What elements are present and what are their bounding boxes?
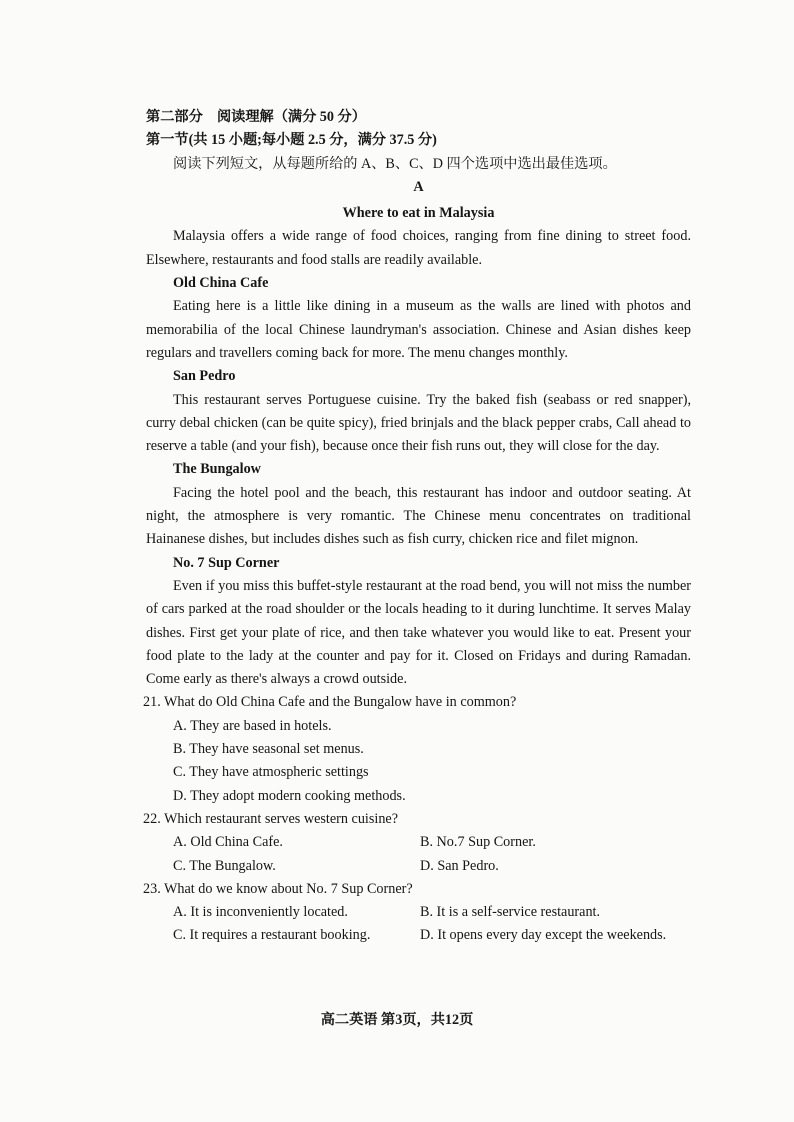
question-23-stem: 23. What do we know about No. 7 Sup Corner? — [143, 880, 413, 897]
restaurant-name: The Bungalow — [173, 461, 261, 478]
restaurant-description: This restaurant serves Portuguese cuisine. Try the baked fish (seabass or red snapper), curry debal chicken (can be quite spicy), fried brinjals and the black pepper crabs, Call ahead to reserve a table (and your fish), because once their fish runs out, they will close for the day. — [146, 391, 691, 455]
restaurant-name: Old China Cafe — [173, 275, 269, 292]
question-23-options-row-2 — [146, 924, 691, 947]
part-heading: 第二部分 阅读理解（满分 50 分） — [146, 109, 366, 125]
restaurant-name: San Pedro — [173, 368, 236, 385]
question-22-options-row-2 — [146, 855, 691, 878]
question-22-option-b: B. No.7 Sup Corner. — [420, 834, 536, 851]
question-21-option-b: B. They have seasonal set menus. — [173, 741, 364, 758]
question-21-option-d: D. They adopt modern cooking methods. — [173, 787, 406, 804]
question-22-option-d: D. San Pedro. — [420, 857, 499, 874]
passage-title: Where to eat in Malaysia — [342, 205, 495, 222]
question-23-options-row-1 — [146, 901, 691, 924]
question-21-stem: 21. What do Old China Cafe and the Bungalow have in common? — [143, 694, 517, 711]
section-heading: 第一节(共 15 小题;每小题 2.5 分，满分 37.5 分) — [146, 132, 437, 149]
question-23-option-c: C. It requires a restaurant booking. — [173, 927, 371, 944]
instruction-text: 阅读下列短文，从每题所给的 A、B、C、D 四个选项中选出最佳选项。 — [173, 155, 617, 172]
question-23-option-b: B. It is a self-service restaurant. — [420, 904, 601, 921]
question-21-option-c: C. They have atmospheric settings — [173, 764, 369, 781]
restaurant-description: Even if you miss this buffet-style restaurant at the road bend, you will not miss the number of cars parked at the road shoulder or the locals heading to it during lunchtime. It serves Malay dishes. First get your plate of rice, and then take whatever you would like to eat. Present your food plate to the lady at the counter and pay for it. Closed on Fridays and during Ramadan. Come early as there's always a crowd outside. — [146, 577, 691, 688]
passage-intro: Malaysia offers a wide range of food choices, ranging from fine dining to street food. Elsewhere, restaurants and food stalls are readily available. — [146, 228, 691, 268]
restaurant-description: Facing the hotel pool and the beach, this restaurant has indoor and outdoor seating. At night, the atmosphere is very romantic. The Chinese menu concentrates on traditional Hainanese dishes, but includes dishes such as fish curry, chicken rice and filet mignon. — [146, 484, 691, 548]
restaurant-description: Eating here is a little like dining in a museum as the walls are lined with photos and memorabilia of the local Chinese laundryman's association. Chinese and Asian dishes keep regulars and travellers coming back for more. The menu changes monthly. — [146, 298, 691, 361]
passage-letter: A — [413, 178, 424, 195]
question-23-option-d: D. It opens every day except the weekends. — [420, 927, 667, 944]
question-21-option-a: A. They are based in hotels. — [173, 717, 332, 734]
question-22-option-c: C. The Bungalow. — [173, 857, 276, 874]
question-23-option-a: A. It is inconveniently located. — [173, 904, 348, 921]
page-footer: 高二英语 第3页，共12页 — [320, 1012, 474, 1028]
question-22-options-row-1 — [146, 831, 691, 854]
question-22-stem: 22. Which restaurant serves western cuisine? — [143, 810, 399, 827]
question-22-option-a: A. Old China Cafe. — [173, 834, 283, 851]
exam-content — [143, 106, 691, 948]
restaurant-name: No. 7 Sup Corner — [173, 554, 280, 571]
